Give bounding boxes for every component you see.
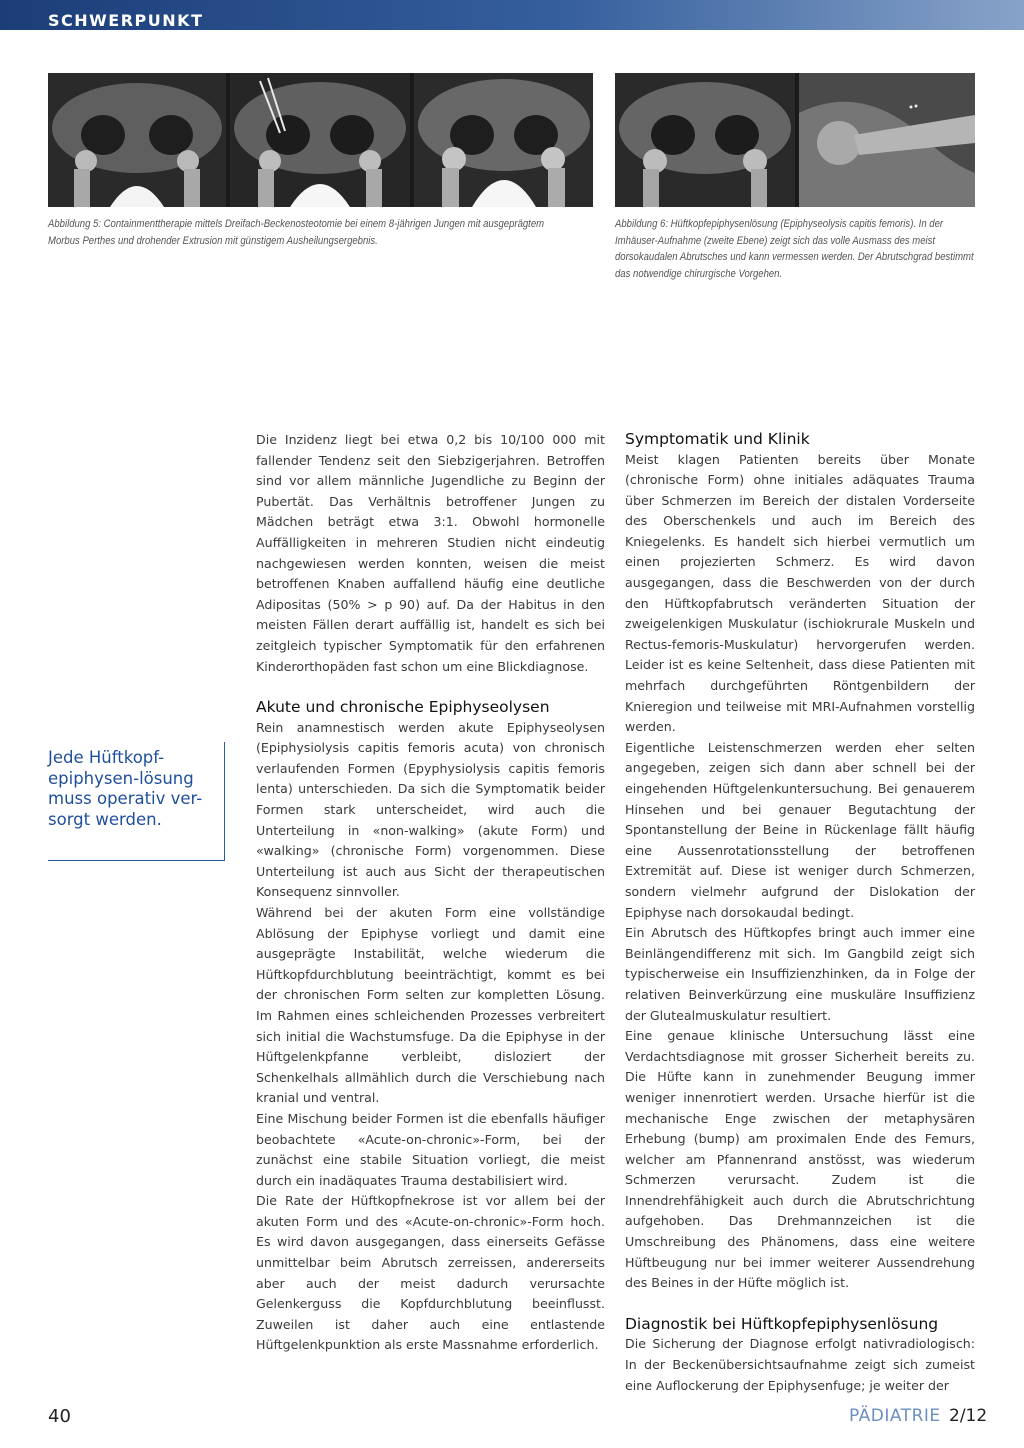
journal-name: PÄDIATRIE: [849, 1406, 941, 1426]
xray-panel-imhaeuser: [799, 73, 975, 207]
paragraph-necrosis-rate: Die Rate der Hüftkopfnekrose ist vor allem bei der akuten Form und des «Acute-on-chronic»-Form hoch. Es wird davon ausgegangen, dass einerseits Gefässe unmittelbar beim Abrutsch zerreissen, andererseits aber auch der meist dadurch verursachte Gelenkerguss die Kopfdurchblutung beeinflusst. Zuweilen ist daher auch eine entlastende Hüftgelenkpunktion als erste Massnahme erforderlich.: [256, 1193, 605, 1353]
heading-acute-chronic: Akute und chronische Epiphyseolysen: [256, 698, 550, 717]
xray-panel-healed: [414, 73, 593, 207]
figure-5-caption: Abbildung 5: Containmenttherapie mittels Dreifach-Beckenosteotomie bei einem 8-jährigen Jungen mit ausgeprägtem Morbus Perthes und drohender Extrusion mit günstigem Ausheilungsergebnis.: [48, 218, 545, 247]
figure-5-xray-image: [48, 73, 593, 207]
article-column-right: [625, 430, 975, 1396]
paragraph-leg-length: Ein Abrutsch des Hüftkopfes bringt auch immer eine Beinlängendifferenz mit sich. Im Gangbild zeigt sich typischerweise ein Insuffizienzhinken, da in Folge der relativen Beinverkürzung eine muskuläre Insuffizienz der Glutealmuskulatur resultiert.: [625, 925, 975, 1023]
paragraph-acute-on-chronic: Eine Mischung beider Formen ist die ebenfalls häufiger beobachtete «Acute-on-chronic»-Form, bei der zunächst eine stabile Situation vorliegt, die meist durch ein inadäquates Trauma destabilisiert wird.: [256, 1110, 605, 1188]
figure-6-xray-image: [615, 73, 975, 207]
figure-6-caption: Abbildung 6: Hüftkopfepiphysenlösung (Epiphyseolysis capitis femoris). In der Imhäuser-Aufnahme (zweite Ebene) zeigt sich das volle Ausmass des meist dorsokaudalen Abrutsches und kann vermessen werden. Der Abrutschgrad bestimmt das notwendige chirurgische Vorgehen.: [615, 218, 974, 280]
heading-symptoms: Symptomatik und Klinik: [625, 430, 810, 448]
article-column-left: [256, 430, 605, 1356]
paragraph-pain: Meist klagen Patienten bereits über Monate (chronische Form) ohne initiales adäquates Trauma über Schmerzen im Bereich der distalen Vorderseite des Oberschenkels und auch im Bereich des Kniegelenks. Es handelt sich hierbei vermutlich um einen projezierten Schmerz. Es wird davon ausgegangen, dass die Beschwerden von der durch den Hüftkopfabrutsch veränderten Situation der zweigelenkigen Muskulatur (ischiokrurale Muskeln und Rectus-femoris-Muskulatur) hervorgerufen werden. Leider ist es keine Seltenheit, dass diese Patienten mit mehrfach durchgeführten Röntgenbildern der Knieregion und teilweise mit MRI-Aufnahmen vorstellig werden.: [625, 451, 975, 735]
xray-panel-preop: [48, 73, 226, 207]
paragraph-clinical-exam: Eine genaue klinische Untersuchung lässt eine Verdachtsdiagnose mit grosser Sicherheit bereits zu. Die Hüfte kann in zunehmender Beugung immer weniger innenrotiert werden. Ursache hierfür ist die mechanische Enge zwischen der metaphysären Erhebung (bump) am proximalen Ende des Femurs, welcher am Pfannenrand anstösst, was wiederum Schmerzen verursacht. Zudem ist die Innendrehfähigkeit auch durch die Abrutschrichtung aufgehoben. Das Drehmannzeichen ist die Umschreibung des Phänomens, dass eine weitere Hüftbeugung nur bei immer weiterer Aussendrehung des Beines in der Hüfte möglich ist.: [625, 1028, 975, 1291]
paragraph-diagnosis: Die Sicherung der Diagnose erfolgt nativradiologisch: In der Beckenübersichtsaufnahme zeigt sich zumeist eine Auflockerung der Epiphysenfuge; je weiter der: [625, 1336, 975, 1393]
pull-quote: Jede Hüftkopf-epiphysen-lösung muss operativ ver-sorgt werden.: [48, 748, 203, 829]
page-number: 40: [48, 1406, 71, 1427]
xray-panel-pelvis-overview: [615, 73, 795, 207]
paragraph-anamnesis: Rein anamnestisch werden akute Epiphyseolysen (Epiphysiolysis capitis femoris acuta) von chronisch verlaufenden Formen (Epyphysiolysis capitis femoris lenta) unterschieden. Da sich die Symptomatik beider Formen stark unterscheidet, wird auch die Unterteilung in «non-walking» (akute Form) und «walking» (chronische Form) vorgenommen. Diese Unterteilung ist auch aus Sicht der therapeutischen Konsequenz sinnvoller.: [256, 719, 605, 900]
pull-quote-box: [48, 742, 225, 861]
heading-diagnostics: Diagnostik bei Hüftkopfepiphysenlösung: [625, 1314, 939, 1333]
paragraph-groin-pain: Eigentliche Leistenschmerzen werden eher selten angegeben, zeigen sich dann aber schnell bei der eingehenden Hüftgelenkuntersuchung. Bei genauerem Hinsehen und bei genauer Begutachtung der Spontanstellung der Beine in Rückenlage fällt häufig eine Aussenrotationsstellung der betroffenen Extremität auf. Diese ist weniger durch Schmerzen, sondern vielmehr aufgrund der Dislokation der Epiphyse nach dorsokaudal bedingt.: [625, 739, 975, 920]
issue-number: 2/12: [949, 1406, 988, 1426]
paragraph-acute-form: Während bei der akuten Form eine vollständige Ablösung der Epiphyse vorliegt und damit eine ausgeprägte Instabilität, welche wiederum die Hüftkopfdurchblutung beeinträchtigt, kommt es bei der chronischen Form selten zur kompletten Lösung. Im Rahmen eines schleichenden Prozesses verbreitert sich initial die Wachstumsfuge. Da die Epiphyse in der Hüftgelenkpfanne verbleibt, disloziert der Schenkelhals allmählich durch die Verschiebung nach kranial und ventral.: [256, 904, 605, 1106]
xray-panel-osteotomy: [230, 73, 410, 207]
section-title: SCHWERPUNKT: [48, 11, 204, 30]
paragraph-incidence: Die Inzidenz liegt bei etwa 0,2 bis 10/100 000 mit fallender Tendenz seit den Siebzigerjahren. Betroffen sind vor allem männliche Jugendliche zu Beginn der Pubertät. Das Verhältnis betroffener Jungen zu Mädchen beträgt etwa 3:1. Obwohl hormonelle Auffälligkeiten in mehreren Studien nicht eindeutig nachgewiesen werden konnten, weisen die meist betroffenen Knaben auffallend häufig eine deutliche Adipositas (50% > p 90) auf. Da der Habitus in den meisten Fällen derart auffällig ist, handelt es sich bei zeitgleich typischer Symptomatik für den erfahrenen Kinderorthopäden fast schon um eine Blickdiagnose.: [256, 432, 605, 674]
